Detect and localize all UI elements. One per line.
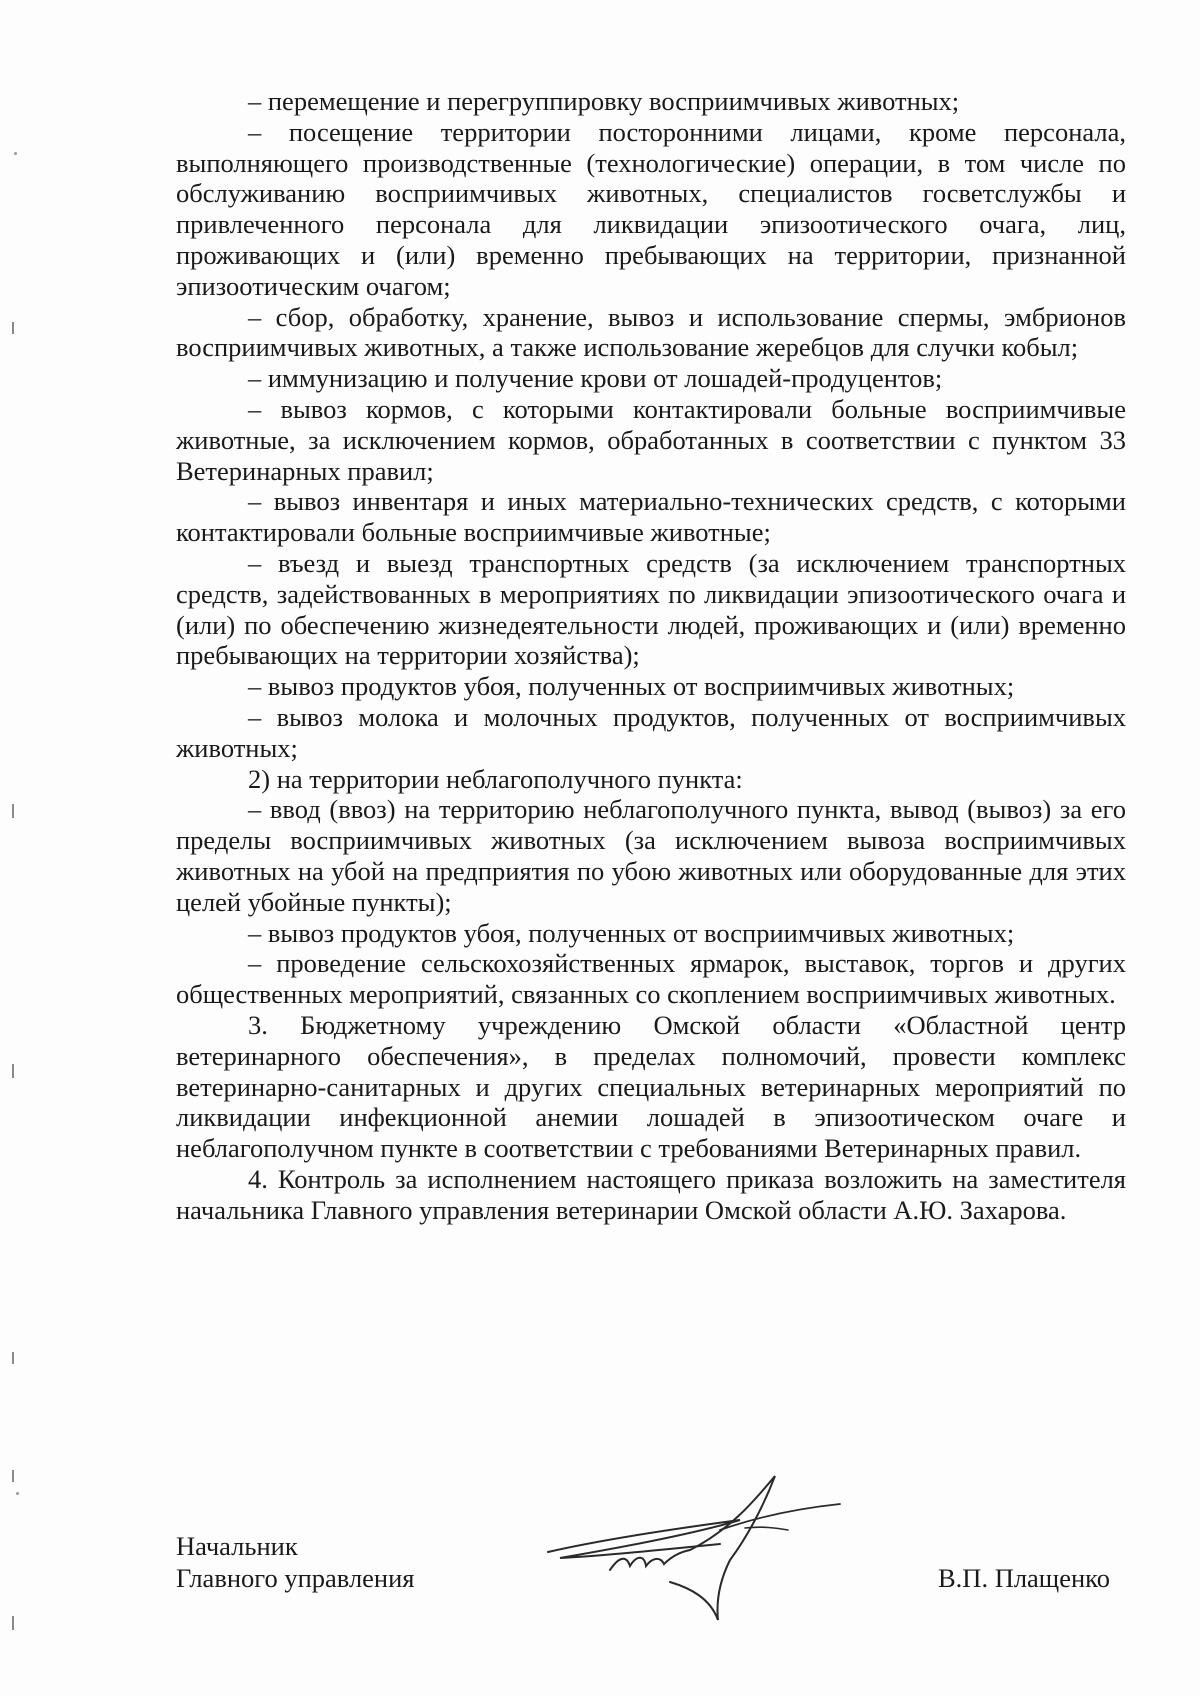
scan-margin-mark — [12, 1064, 14, 1078]
paragraph: – вывоз инвентаря и иных материально-технических средств, с которыми контактировали больные восприимчивые животные; — [176, 486, 1126, 548]
paragraph: 4. Контроль за исполнением настоящего приказа возложить на заместителя начальника Главного управления ветеринарии Омской области А.Ю. Захарова. — [176, 1163, 1126, 1225]
signer-position-line: Главного управления — [176, 1563, 415, 1593]
paragraph: – проведение сельскохозяйственных ярмарок, выставок, торгов и других общественных мероприятий, связанных со скоплением восприимчивых животных. — [176, 948, 1126, 1010]
document-body — [176, 86, 1126, 1225]
paragraph: 3. Бюджетному учреждению Омской области «Областной центр ветеринарного обеспечения», в пределах полномочий, провести комплекс ветеринарно-санитарных и других специальных ветеринарных мероприятий по ликвидации инфекционной анемии лошадей в эпизоотическом очаге и неблагополучном пункте в соответствии с требованиями Ветеринарных правил. — [176, 1009, 1126, 1164]
signer-position — [176, 1530, 415, 1594]
paragraph: 2) на территории неблагополучного пункта: — [248, 763, 743, 794]
signer-name: В.П. Плащенко — [938, 1563, 1110, 1593]
signer-position-line: Начальник — [176, 1531, 298, 1561]
paragraph: – вывоз продуктов убоя, полученных от восприимчивых животных; — [248, 671, 1015, 702]
scan-speck — [14, 152, 17, 155]
paragraph: – ввод (ввоз) на территорию неблагополучного пункта, вывод (вывоз) за его пределы восприимчивых животных (за исключением вывоза восприимчивых животных на убой на предприятия по убою животных или оборудованные для этих целей убойные пункты); — [176, 794, 1126, 917]
scan-margin-mark — [12, 1470, 14, 1482]
scan-speck — [16, 1492, 19, 1495]
paragraph: – въезд и выезд транспортных средств (за исключением транспортных средств, задействованных в мероприятиях по ликвидации эпизоотического очага и (или) по обеспечению жизнедеятельности людей, проживающих и (или) временно пребывающих на территории хозяйства); — [176, 547, 1126, 671]
scan-margin-mark — [12, 1616, 14, 1630]
paragraph: – вывоз молока и молочных продуктов, полученных от восприимчивых животных; — [176, 701, 1126, 763]
handwritten-signature — [540, 1470, 860, 1630]
paragraph: – посещение территории посторонними лицами, кроме персонала, выполняющего производственные (технологические) операции, в том числе по обслуживанию восприимчивых животных, специалистов госветслужбы и привлеченного персонала для ликвидации эпизоотического очага, лиц, проживающих и (или) временно пребывающих на территории, признанной эпизоотическим очагом; — [176, 116, 1126, 301]
paragraph: – сбор, обработку, хранение, вывоз и использование спермы, эмбрионов восприимчивых животных, а также использование жеребцов для случки кобыл; — [176, 301, 1126, 363]
paragraph: – перемещение и перегруппировку восприимчивых животных; — [248, 86, 960, 116]
paragraph: – вывоз продуктов убоя, полученных от восприимчивых животных; — [248, 917, 1015, 948]
scan-margin-mark — [12, 322, 14, 334]
scan-margin-mark — [12, 1352, 14, 1364]
paragraph: – вывоз кормов, с которыми контактировали больные восприимчивые животные, за исключением кормов, обработанных в соответствии с пунктом 33 Ветеринарных правил; — [176, 393, 1126, 486]
scan-margin-mark — [12, 804, 14, 818]
paragraph: – иммунизацию и получение крови от лошадей-продуцентов; — [248, 363, 943, 394]
